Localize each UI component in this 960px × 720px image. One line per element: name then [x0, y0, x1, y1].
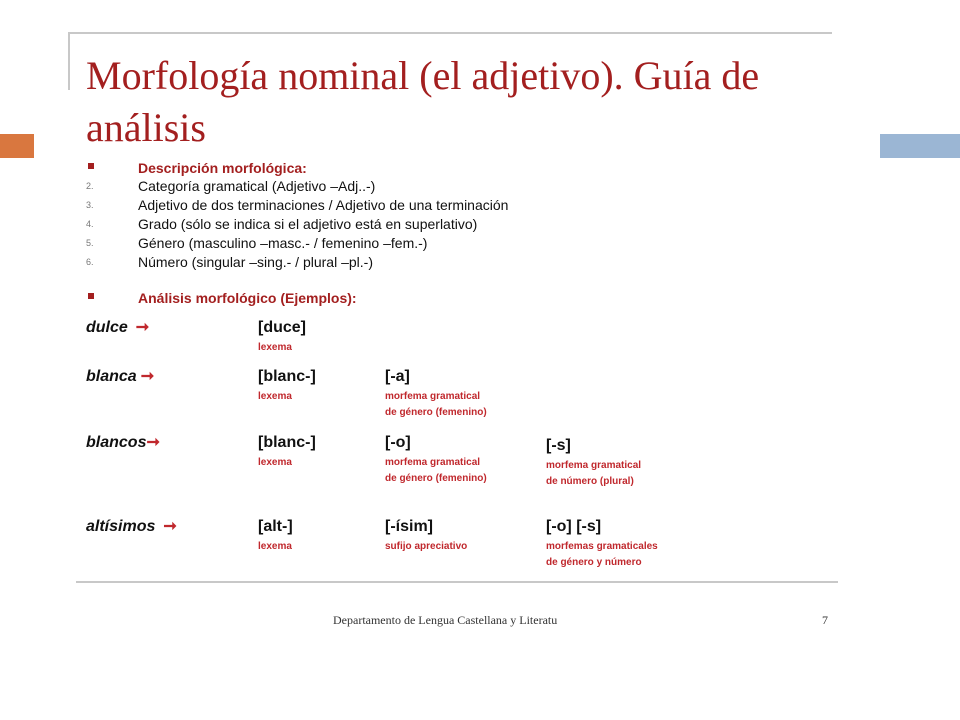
morpheme-note: morfemas gramaticales de género y número [546, 541, 658, 568]
accent-bar-left [0, 134, 34, 158]
morpheme-note: lexema [258, 541, 292, 552]
list-item-number: 4. [86, 219, 94, 229]
example-word-text: blanca [86, 368, 137, 385]
list-item: Adjetivo de dos terminaciones / Adjetivo de una terminación [138, 197, 509, 213]
arrow-right-icon: ➞ [163, 518, 177, 535]
example-word [86, 318, 149, 338]
example-word-text: altísimos [86, 518, 156, 535]
morpheme: [-s] [546, 437, 571, 454]
slide-frame-top [68, 32, 832, 34]
list-item: Grado (sólo se indica si el adjetivo está en superlativo) [138, 216, 478, 232]
accent-bar-right [880, 134, 960, 158]
slide-title: Morfología nominal (el adjetivo). Guía de análisis [86, 53, 760, 150]
list-item: Número (singular –sing.- / plural –pl.-) [138, 254, 373, 270]
morpheme: [blanc-] [258, 434, 316, 451]
slide-frame-left [68, 32, 70, 90]
analisis-heading: Análisis morfológico (Ejemplos): [138, 290, 357, 306]
morpheme: [duce] [258, 319, 306, 336]
example-word-text: blancos [86, 434, 147, 451]
list-item-number: 2. [86, 181, 94, 191]
list-item-number: 6. [86, 257, 94, 267]
morpheme: [blanc-] [258, 368, 316, 385]
square-bullet-icon [88, 163, 94, 169]
square-bullet-icon [88, 293, 94, 299]
page-number: 7 [822, 613, 828, 627]
list-item: Categoría gramatical (Adjetivo –Adj..-) [138, 178, 376, 194]
example-word [86, 517, 177, 537]
morpheme: [alt-] [258, 518, 293, 535]
morpheme: [-ísim] [385, 518, 433, 535]
footer-text: Departamento de Lengua Castellana y Literatu [333, 613, 558, 627]
example-word [86, 367, 154, 387]
list-item-number: 3. [86, 200, 94, 210]
example-word-text: dulce [86, 319, 128, 336]
arrow-right-icon: ➞ [146, 434, 160, 451]
morpheme-note: lexema [258, 391, 292, 402]
morpheme-note: morfema gramatical de número (plural) [546, 460, 642, 487]
list-item: Género (masculino –masc.- / femenino –fem.-) [138, 235, 428, 251]
example-word [86, 433, 160, 453]
morpheme-note: lexema [258, 342, 292, 353]
descripcion-heading: Descripción morfológica: [138, 160, 307, 176]
morpheme: [-o] [-s] [546, 518, 602, 535]
morpheme-note: sufijo apreciativo [385, 541, 468, 552]
morpheme-note: morfema gramatical de género (femenino) [385, 391, 487, 418]
arrow-right-icon: ➞ [140, 368, 155, 385]
list-item-number: 5. [86, 238, 94, 248]
footer-divider [76, 581, 838, 583]
arrow-right-icon: ➞ [135, 319, 150, 336]
morpheme: [-o] [385, 434, 411, 451]
morpheme: [-a] [385, 368, 410, 385]
morpheme-note: morfema gramatical de género (femenino) [385, 457, 487, 484]
morpheme-note: lexema [258, 457, 292, 468]
